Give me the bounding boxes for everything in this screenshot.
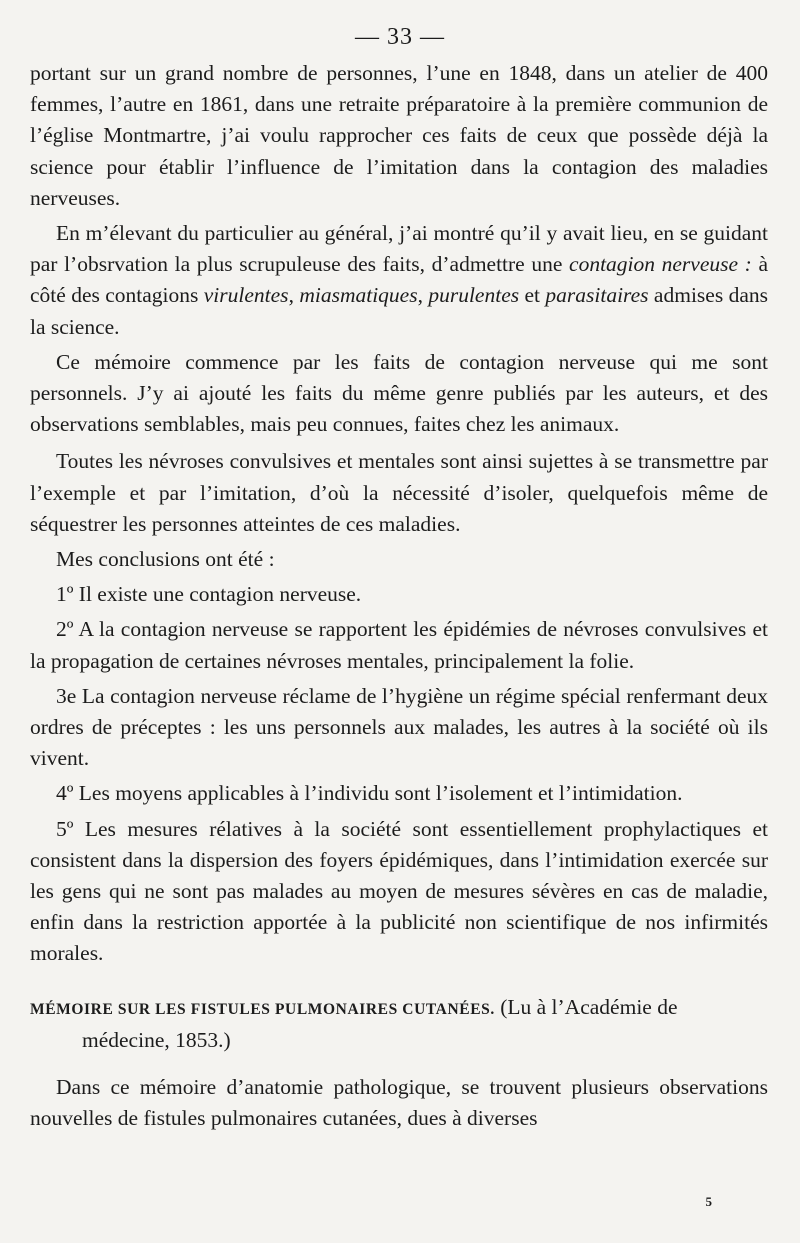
paragraph-2: [30, 218, 768, 343]
paragraph-2-sep-2: ,: [417, 283, 429, 308]
paragraph-1: portant sur un grand nombre de personnes, l’une en 1848, dans un atelier de 400 femmes, l’autre en 1861, dans une retraite préparatoire à la première communion de l’église Montmartre, j’ai voulu rapprocher ces faits de ceux que possède déjà la science pour établir l’influence de l’imitation dans la contagion des maladies nerveuses.: [30, 61, 768, 210]
final-paragraph: Dans ce mémoire d’anatomie pathologique, se trouvent plusieurs observations nouvelles de fistules pulmonaires cutanées, dues à diverses: [30, 1075, 768, 1131]
paragraph-2-text-k: admises dans la science.: [30, 283, 768, 339]
term-purulentes: purulentes: [428, 283, 520, 308]
conclusions-intro: Mes conclusions ont été :: [56, 547, 275, 572]
page-number: — 33 —: [355, 24, 445, 50]
paragraph-2-sep-1: ,: [288, 283, 300, 308]
term-miasmatiques: miasmatiques: [299, 283, 418, 308]
conclusion-2: 2º A la contagion nerveuse se rapportent les épidémies de névroses convulsives et la propagation de certaines névroses mentales, principalement la folie.: [30, 617, 768, 673]
section-heading: [30, 992, 768, 1056]
paragraph-4: Toutes les névroses convulsives et mentales sont ainsi sujettes à se transmettre par l’exemple et par l’imitation, d’où la nécessité d’isoler, quelquefois même de séquestrer les personnes atteintes de ces maladies.: [30, 449, 768, 536]
section-title-caps: MÉMOIRE SUR LES FISTULES PULMONAIRES CUTANÉES.: [30, 1000, 495, 1018]
signature-mark: 5: [705, 1194, 712, 1209]
paragraph-2-text-c: à côté des contagions: [30, 252, 769, 308]
term-parasitaires: parasitaires: [545, 283, 649, 308]
section-title-continuation: médecine, 1853.): [82, 1027, 231, 1052]
section-title-rest: (Lu à l’Académie de: [494, 994, 678, 1019]
conclusion-1: 1º Il existe une contagion nerveuse.: [56, 582, 362, 607]
text-column: [30, 58, 768, 1139]
paragraph-3: Ce mémoire commence par les faits de contagion nerveuse qui me sont personnels. J’y ai ajouté les faits du même genre publiés par les auteurs, et des observations semblables, mais peu connues, faites chez les animaux.: [30, 349, 768, 437]
paragraph-2-text-i: et: [519, 283, 546, 308]
conclusion-5: 5º Les mesures rélatives à la société sont essentiellement prophylactiques et consistent dans la dispersion des foyers épidémiques, dans l’intimidation exercée sur les gens qui ne sont pas malades au moyen de mesures sévères en cas de maladie, enfin dans la restriction apportée à la publicité non scientifique de nos infirmités morales.: [30, 816, 768, 966]
conclusion-3: 3e La contagion nerveuse réclame de l’hygiène un régime spécial renfermant deux ordres de préceptes : les uns personnels aux malades, les autres à la société où ils vivent.: [30, 683, 768, 771]
term-virulentes: virulentes: [203, 283, 289, 308]
paragraph-2-text-a: En m’élevant du particulier au général, j’ai montré qu’il y avait lieu, en se guidant par l’obsrvation la plus scrupuleuse des faits, d’admettre une: [30, 221, 768, 277]
term-contagion-nerveuse: contagion nerveuse :: [569, 252, 752, 277]
conclusion-4: 4º Les moyens applicables à l’individu sont l’isolement et l’intimidation.: [56, 781, 683, 806]
